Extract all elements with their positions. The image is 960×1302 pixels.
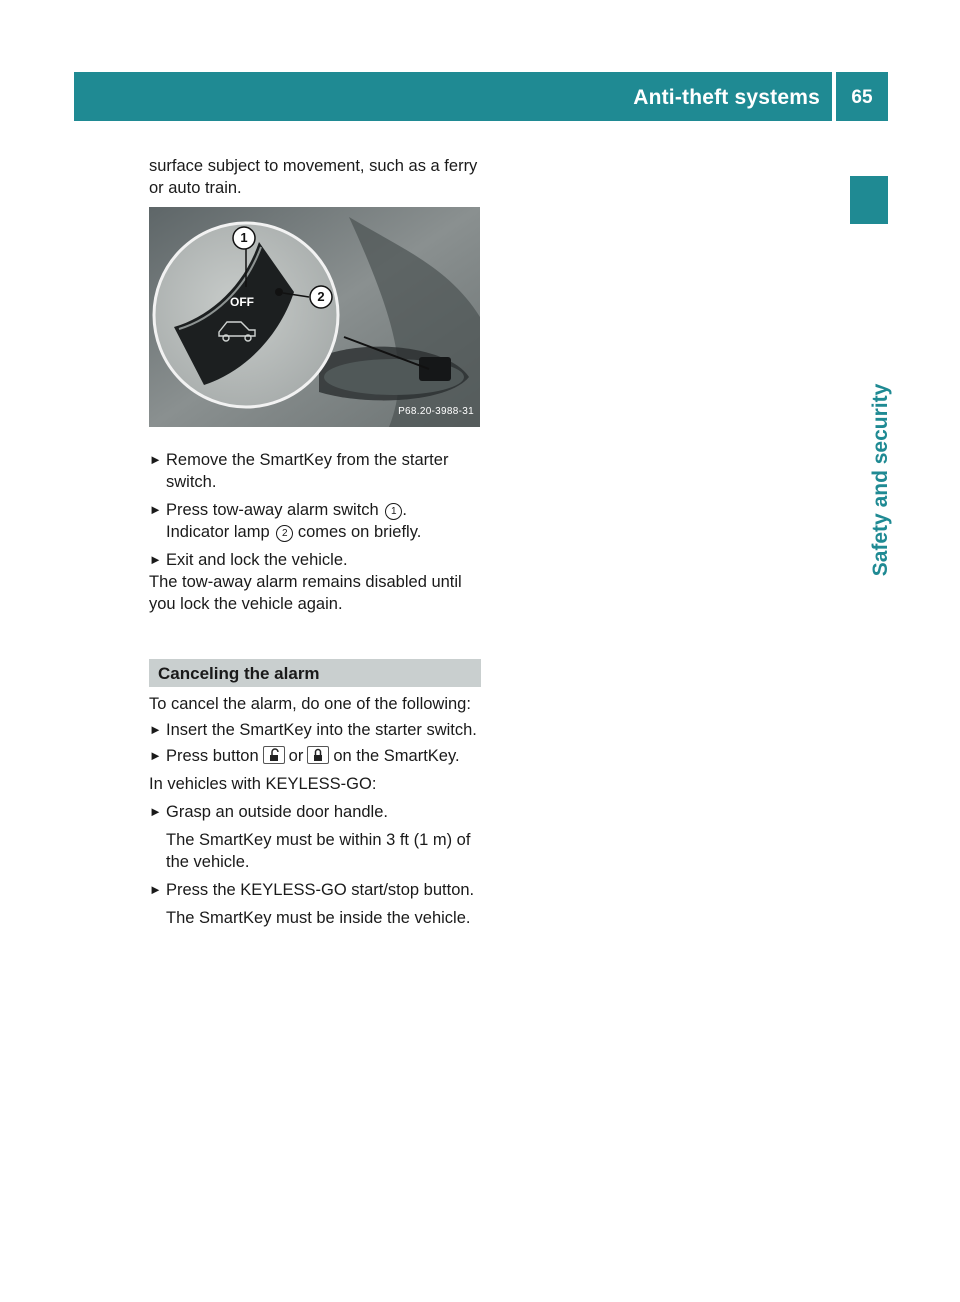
header-bar [74, 72, 832, 121]
step-arrow-icon: ► [149, 452, 162, 467]
step-arrow-icon: ► [149, 722, 162, 737]
step-result: Indicator lamp 2 comes on briefly. [166, 523, 422, 541]
off-label: OFF [230, 295, 254, 309]
step-remove-smartkey: ► Remove the SmartKey from the starter switch. [149, 451, 449, 491]
unlock-icon [263, 746, 285, 764]
step-grasp-handle: ► Grasp an outside door handle. [149, 803, 388, 821]
section-label: Safety and security [869, 383, 892, 577]
note-paragraph: The tow-away alarm remains disabled until you lock the vehicle again. [149, 573, 462, 613]
callout-ref-1: 1 [385, 503, 402, 520]
content-column [149, 155, 481, 929]
step-arrow-icon: ► [149, 502, 162, 517]
section-tab-marker [850, 176, 888, 224]
step-press-switch: ► Press tow-away alarm switch 1 . [149, 501, 407, 519]
step-arrow-icon: ► [149, 882, 162, 897]
step-start-stop-note: The SmartKey must be inside the vehicle. [166, 909, 471, 927]
lock-icon [307, 746, 329, 764]
step-insert-smartkey: ► Insert the SmartKey into the starter switch. [149, 721, 477, 739]
section-intro: To cancel the alarm, do one of the following: [149, 695, 471, 713]
step-arrow-icon: ► [149, 804, 162, 819]
step-press-button: ► Press button or on the SmartKey. [149, 747, 460, 765]
callout-2-label: 2 [317, 289, 325, 304]
page-title: Anti-theft systems [633, 86, 820, 109]
figure-caption: P68.20-3988-31 [398, 406, 474, 417]
switch-illustration [149, 207, 480, 427]
step-arrow-icon: ► [149, 552, 162, 567]
callout-1-label: 1 [240, 230, 248, 245]
step-exit-lock: ► Exit and lock the vehicle. [149, 551, 348, 569]
page-number: 65 [836, 72, 888, 121]
step-arrow-icon: ► [149, 748, 162, 763]
keyless-intro: In vehicles with KEYLESS-GO: [149, 775, 377, 793]
section-heading: Canceling the alarm [149, 659, 481, 687]
intro-paragraph: surface subject to movement, such as a ferry or auto train. [149, 157, 478, 197]
step-grasp-note: The SmartKey must be within 3 ft (1 m) of the vehicle. [166, 831, 471, 871]
tow-away-switch-figure [149, 207, 480, 427]
step-press-start-stop: ► Press the KEYLESS-GO start/stop button. [149, 881, 475, 899]
callout-ref-2: 2 [276, 525, 293, 542]
